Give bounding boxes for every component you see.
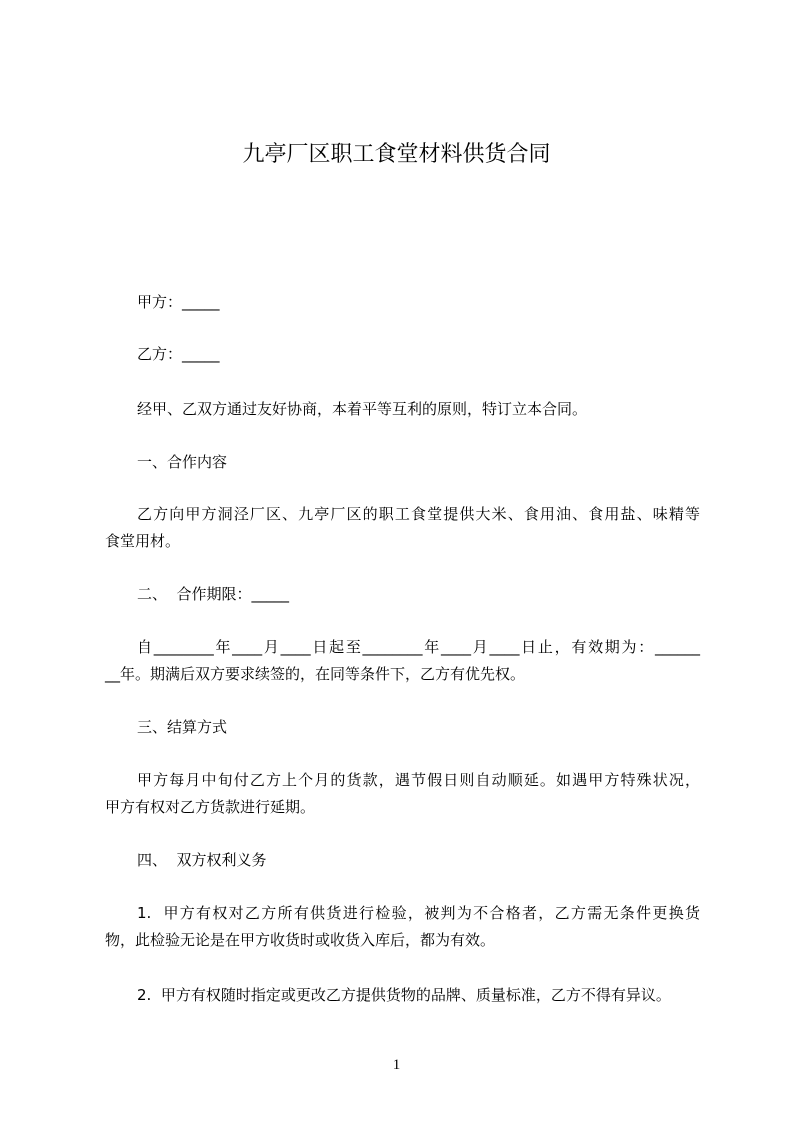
section-3-heading: 三、结算方式 <box>137 718 228 736</box>
party-b-line: 乙方：_____ <box>137 345 220 363</box>
party-a-line: 甲方：_____ <box>137 293 220 311</box>
section-4-heading: 四、 双方权利义务 <box>137 851 267 869</box>
section-4-item-1-line-1: 1. 甲方有权对乙方所有供货进行检验，被判为不合格者，乙方需无条件更换货 <box>137 904 700 922</box>
section-2-line-2: __年。期满后双方要求续签的，在同等条件下，乙方有优先权。 <box>105 665 526 683</box>
page-number: 1 <box>392 1057 401 1073</box>
section-1-line-1: 乙方向甲方洞泾厂区、九亭厂区的职工食堂提供大米、食用油、食用盐、味精等 <box>137 505 700 523</box>
section-3-line-1: 甲方每月中旬付乙方上个月的货款，遇节假日则自动顺延。如遇甲方特殊状况， <box>137 771 700 789</box>
section-2-heading: 二、 合作期限：_____ <box>137 585 290 603</box>
section-3-line-2: 甲方有权对乙方货款进行延期。 <box>105 798 316 816</box>
section-4-item-1-line-2: 物，此检验无论是在甲方收货时或收货入库后，都为有效。 <box>105 931 496 949</box>
section-1-heading: 一、合作内容 <box>137 453 228 471</box>
section-4-item-2: 2. 甲方有权随时指定或更改乙方提供货物的品牌、质量标准，乙方不得有异议。 <box>137 986 671 1004</box>
preamble-paragraph: 经甲、乙双方通过友好协商，本着平等互利的原则，特订立本合同。 <box>137 400 588 418</box>
document-title: 九亭厂区职工食堂材料供货合同 <box>242 142 551 167</box>
section-2-line-1: 自________年____月____日起至________年____月____日止，有效期为：______ <box>137 638 700 656</box>
section-1-line-2: 食堂用材。 <box>105 532 181 550</box>
